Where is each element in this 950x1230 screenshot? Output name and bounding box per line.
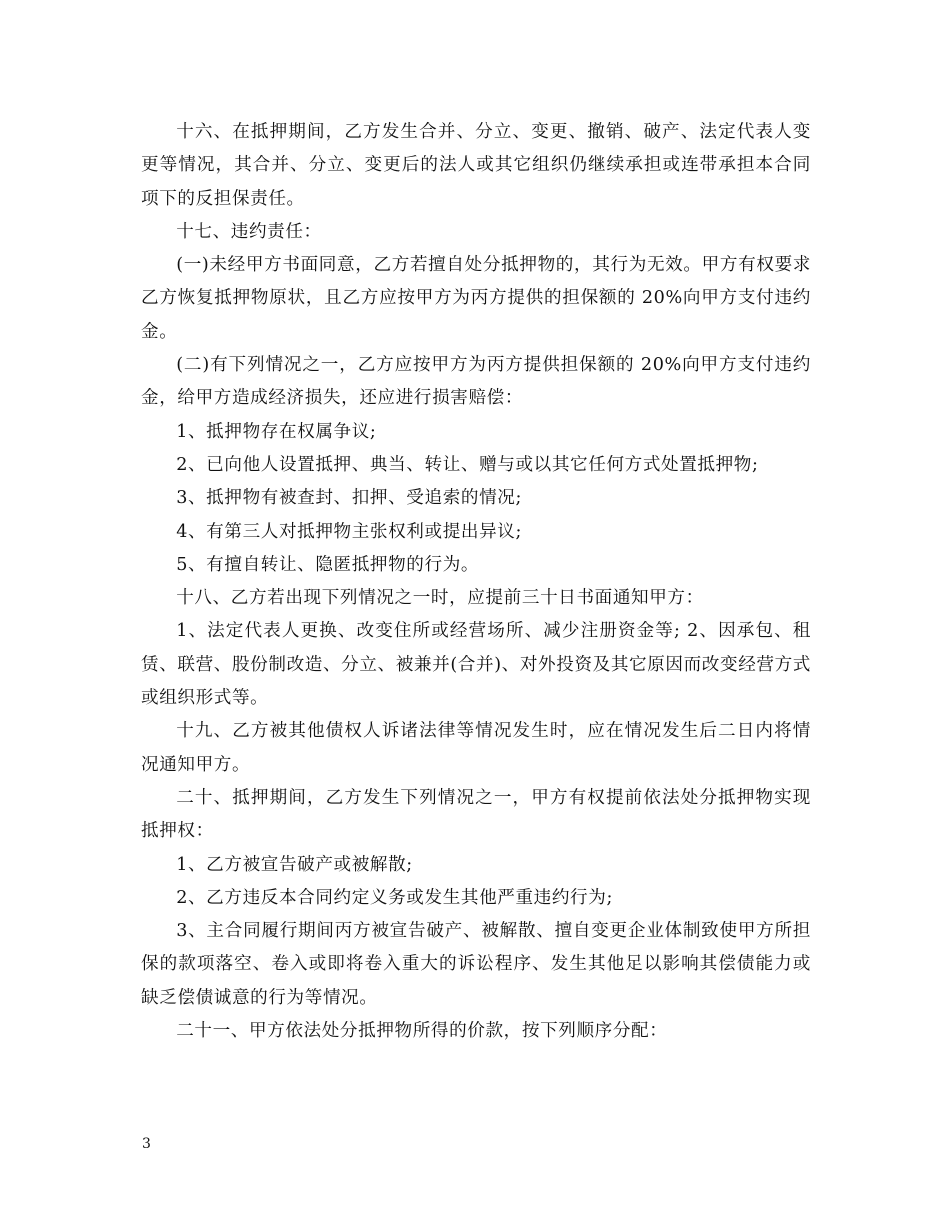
list-item-property-dispute: 1、抵押物存在权属争议; <box>176 421 377 442</box>
paragraph-clause-19: 十九、乙方被其他债权人诉诸法律等情况发生时，应在情况发生后二日内将情况通知甲方。 <box>141 721 811 775</box>
paragraph-clause-21: 二十一、甲方依法处分抵押物所得的价款，按下列顺序分配： <box>176 1021 668 1042</box>
paragraph-clause-17-item-1: (一)未经甲方书面同意，乙方若擅自处分抵押物的，其行为无效。甲方有权要求乙方恢复抵押物原状，且乙方应按甲方为丙方提供的担保额的 20%向甲方支付违约金。 <box>141 255 811 342</box>
paragraph-clause-20: 二十、抵押期间，乙方发生下列情况之一，甲方有权提前依法处分抵押物实现抵押权： <box>141 787 811 842</box>
page-number: 3 <box>142 1136 151 1152</box>
document-body <box>141 116 811 1048</box>
paragraph-clause-18: 十八、乙方若出现下列情况之一时，应提前三十日书面通知甲方： <box>176 588 704 609</box>
list-item-main-contract-risk: 3、主合同履行期间丙方被宣告破产、被解散、擅自变更企业体制致使甲方所担保的款项落空、卷入或即将卷入重大的诉讼程序、发生其他足以影响其偿债能力或缺乏偿债诚意的行为等情况。 <box>141 921 811 1008</box>
list-item-concealment: 5、有擅自转让、隐匿抵押物的行为。 <box>176 554 480 575</box>
paragraph-clause-16: 十六、在抵押期间，乙方发生合并、分立、变更、撤销、破产、法定代表人变更等情况，其合并、分立、变更后的法人或其它组织仍继续承担或连带承担本合同项下的反担保责任。 <box>141 122 811 209</box>
paragraph-clause-18-items: 1、法定代表人更换、改变住所或经营场所、减少注册资金等; 2、因承包、租赁、联营、股份制改造、分立、被兼并(合并)、对外投资及其它原因而改变经营方式或组织形式等。 <box>141 621 811 709</box>
list-item-third-party-claim: 4、有第三人对抵押物主张权利或提出异议; <box>176 521 522 542</box>
paragraph-clause-17-heading: 十七、违约责任： <box>176 221 322 242</box>
paragraph-clause-17-item-2: (二)有下列情况之一，乙方应按甲方为丙方提供担保额的 20%向甲方支付违约金，给甲方造成经济损失，还应进行损害赔偿： <box>141 355 811 409</box>
list-item-prior-disposal: 2、已向他人设置抵押、典当、转让、赠与或以其它任何方式处置抵押物; <box>176 454 759 475</box>
list-item-bankruptcy: 1、乙方被宣告破产或被解散; <box>176 854 413 875</box>
list-item-breach: 2、乙方违反本合同约定义务或发生其他严重违约行为; <box>176 887 613 908</box>
list-item-seizure: 3、抵押物有被查封、扣押、受追索的情况; <box>176 488 522 509</box>
